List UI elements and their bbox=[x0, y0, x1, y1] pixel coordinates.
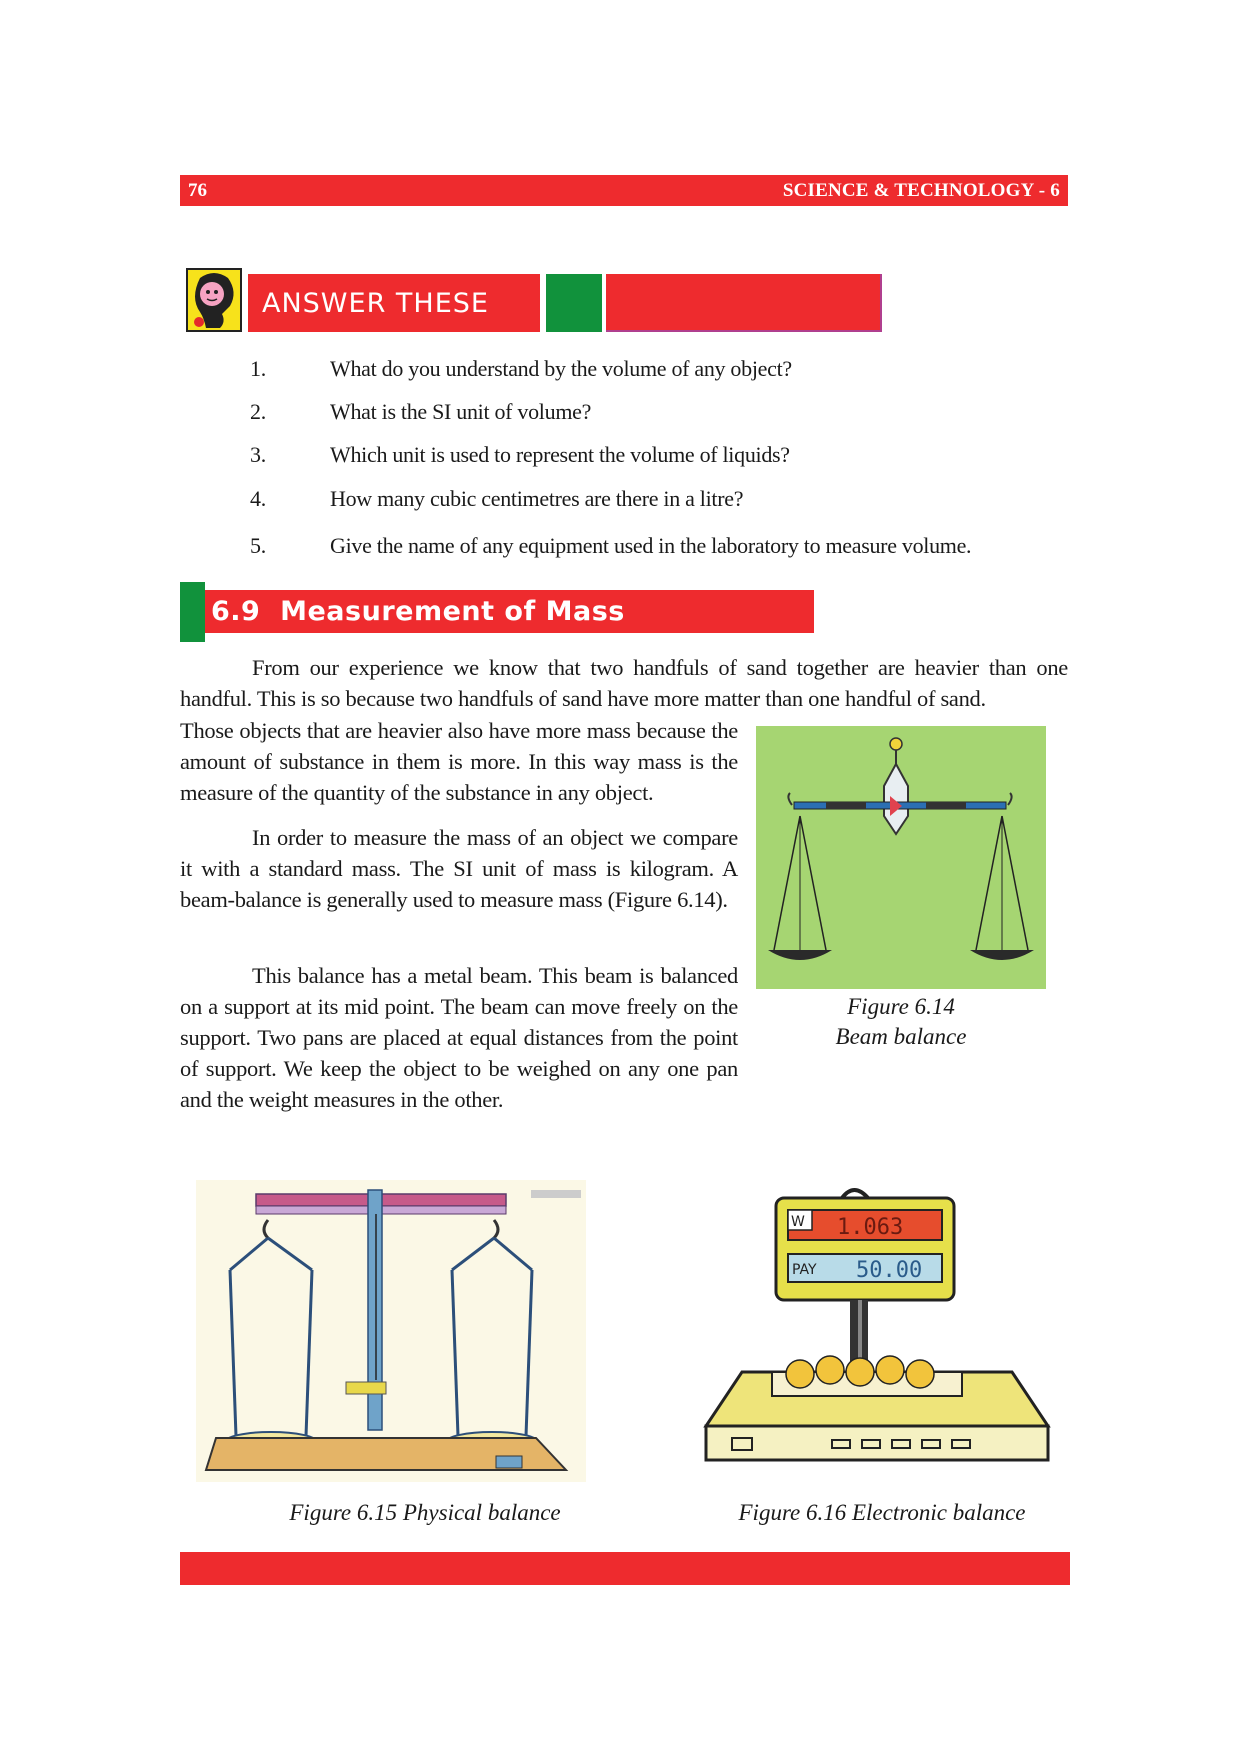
pay-value: 50.00 bbox=[856, 1258, 923, 1283]
answer-these-banner bbox=[248, 274, 540, 332]
figure-caption: Figure 6.14 bbox=[847, 994, 955, 1019]
footer-bar bbox=[180, 1552, 1070, 1585]
weight-value: 1.063 bbox=[837, 1215, 904, 1240]
beam-balance-illustration bbox=[756, 726, 1046, 989]
question-text: How many cubic centimetres are there in a litre? bbox=[330, 486, 744, 511]
answer-these-title: ANSWER THESE bbox=[262, 288, 489, 319]
section-heading-bar bbox=[205, 590, 814, 633]
question-text: Which unit is used to represent the volume of liquids? bbox=[330, 442, 790, 467]
electronic-balance-illustration bbox=[672, 1176, 1078, 1486]
question-number: 5. bbox=[250, 533, 266, 558]
answer-banner-red-block bbox=[606, 274, 882, 332]
physical-balance-illustration bbox=[196, 1180, 586, 1482]
question-number: 4. bbox=[250, 486, 266, 511]
body-paragraph: Those objects that are heavier also have more mass because the amount of substance in them is more. In this way mass is the measure of the quantity of the substance in any object. bbox=[180, 718, 738, 805]
header-bar bbox=[180, 175, 1068, 206]
section-heading-green-tab bbox=[180, 582, 205, 642]
body-paragraph: From our experience we know that two handfuls of sand together are heavier than one handful. This is so because two handfuls of sand have more matter than one handful of sand. bbox=[180, 655, 1068, 711]
book-title: SCIENCE & TECHNOLOGY - 6 bbox=[782, 180, 1060, 201]
figure-caption: Figure 6.16 Electronic balance bbox=[738, 1500, 1026, 1525]
answer-banner-green-block bbox=[546, 274, 602, 332]
question-text: What is the SI unit of volume? bbox=[330, 399, 592, 424]
section-title: 6.9 Measurement of Mass bbox=[211, 596, 625, 627]
question-number: 1. bbox=[250, 356, 266, 381]
question-number: 2. bbox=[250, 399, 266, 424]
question-number: 3. bbox=[250, 442, 266, 467]
thinking-person-icon bbox=[186, 268, 242, 332]
question-text: Give the name of any equipment used in the laboratory to measure volume. bbox=[330, 533, 972, 558]
page-number: 76 bbox=[188, 180, 207, 201]
figure-caption: Beam balance bbox=[835, 1024, 967, 1049]
pay-label: PAY bbox=[792, 1262, 817, 1278]
figure-caption: Figure 6.15 Physical balance bbox=[289, 1500, 561, 1525]
weight-label: W bbox=[791, 1214, 805, 1230]
question-text: What do you understand by the volume of any object? bbox=[330, 356, 792, 381]
body-paragraph: In order to measure the mass of an object we compare it with a standard mass. The SI unit of mass is kilogram. A beam-balance is generally used to measure mass (Figure 6.14). bbox=[180, 825, 738, 912]
body-paragraph: This balance has a metal beam. This beam is balanced on a support at its mid point. The beam can move freely on the support. Two pans are placed at equal distances from the point of support. We keep the object to be weighed on any one pan and the weight measures in the other. bbox=[180, 963, 738, 1112]
